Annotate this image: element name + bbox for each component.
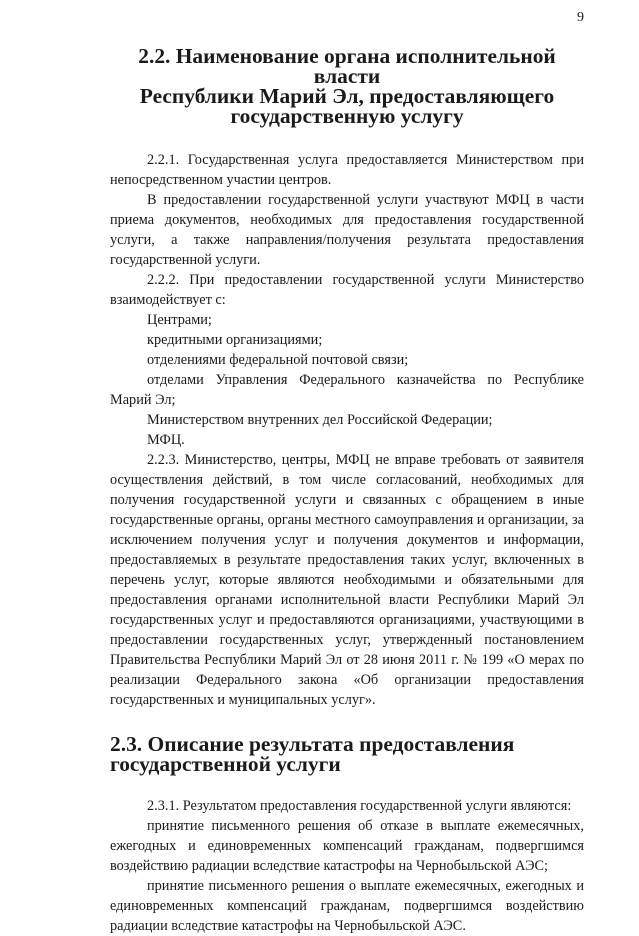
paragraph-2-2-3: 2.2.3. Министерство, центры, МФЦ не вправе требовать от заявителя осуществления действий, в том числе согласований, необходимых для получения государственной услуги и связанных с обращением в иные государственные органы, органы местного самоуправления и организации, за исключением получения услуг и получения документов и информации, предоставляемых в результате предоставления таких услуг, включенных в перечень услуг, которые являются необходимыми и обязательными для предоставления органами исполнительной власти Республики Марий Эл государственных услуг и предоставляются организациями, участвующими в предоставлении государственных услуг, утвержденный постановлением Правительства Республики Марий Эл от 28 июня 2011 г. № 199 «О мерах по реализации Федерального закона «Об организации предоставления государственных и муниципальных услуг». [110,452,584,708]
list-item: отделениями федеральной почтовой связи; [147,352,409,368]
list-item: отделами Управления Федерального казначейства по Республике Марий Эл; [110,372,584,408]
list-item: МФЦ. [147,432,185,448]
paragraph-2-2-2: 2.2.2. При предоставлении государственной услуги Министерство взаимодействует с: [110,272,584,308]
section-2-2-title-line1: 2.2. Наименование органа исполнительной власти [138,44,556,88]
section-2-2-title [110,46,584,126]
paragraph-2-3-1: 2.3.1. Результатом предоставления государственной услуги являются: [147,798,572,814]
paragraph-mfc-participation: В предоставлении государственной услуги участвуют МФЦ в части приема документов, необходимых для предоставления государственной услуги, а также направления/получения результата предоставления государственной услуги. [110,192,584,268]
paragraph-result-payment: принятие письменного решения о выплате ежемесячных, ежегодных и единовременных компенсаций гражданам, подвергшимся воздействию радиации вследствие катастрофы на Чернобыльской АЭС. [110,878,584,934]
list-item: Центрами; [147,312,212,328]
list-item: Министерством внутренних дел Российской Федерации; [147,412,493,428]
paragraph-2-2-1: 2.2.1. Государственная услуга предоставляется Министерством при непосредственном участии центров. [110,152,584,188]
list-item: кредитными организациями; [147,332,323,348]
document-body [110,46,584,936]
paragraph-result-refusal: принятие письменного решения об отказе в выплате ежемесячных, ежегодных и единовременных компенсаций гражданам, подвергшимся воздействию радиации вследствие катастрофы на Чернобыльской АЭС; [110,818,584,874]
section-2-3-title: 2.3. Описание результата предоставления государственной услуги [110,732,515,776]
section-2-2-title-line2: Республики Марий Эл, предоставляющего государственную услугу [139,84,555,128]
page-number: 9 [577,10,584,25]
